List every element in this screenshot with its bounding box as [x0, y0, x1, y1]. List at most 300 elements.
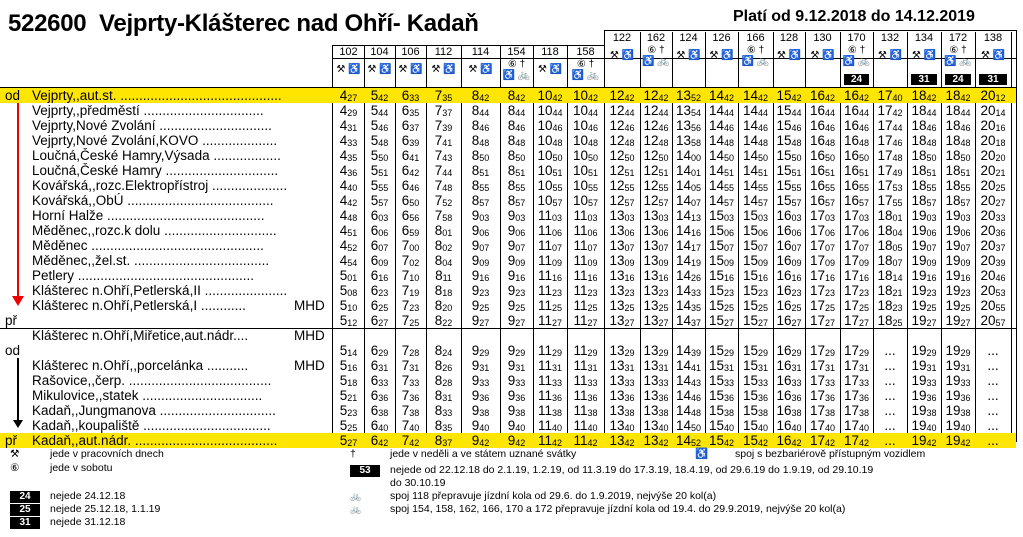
- departure-time: $13_{33}$: [609, 373, 635, 388]
- legend-31-text: nejede 31.12.18: [50, 516, 126, 528]
- departure-time: $14_{19}$: [675, 253, 702, 268]
- departure-time: $7_{48}$: [434, 178, 453, 193]
- departure-time: $9_{09}$: [471, 253, 490, 268]
- departure-time: $5_{46}$: [370, 118, 389, 133]
- station-name: Petlery ...............................................: [32, 268, 255, 283]
- departure-time: $19_{36}$: [945, 388, 971, 403]
- departure-time: $19_{09}$: [911, 253, 937, 268]
- departure-time: $19_{42}$: [911, 433, 937, 448]
- departure-time: $4_{29}$: [339, 103, 358, 118]
- departure-time: $6_{16}$: [370, 268, 389, 283]
- departure-time: $17_{44}$: [877, 118, 903, 133]
- departure-time: $8_{57}$: [507, 193, 526, 208]
- train-number-124: 124: [679, 32, 698, 44]
- train-118-service-icons: ⚒ ♿: [537, 64, 563, 75]
- departure-time: $19_{25}$: [945, 298, 971, 313]
- legend-cross: [350, 448, 576, 460]
- badge-25: 25: [10, 504, 40, 516]
- departure-time: $9_{07}$: [471, 238, 490, 253]
- six-icon: ⑥: [10, 462, 20, 474]
- train-number-106: 106: [401, 46, 420, 58]
- departure-time: $16_{50}$: [809, 148, 836, 163]
- departure-time: $16_{57}$: [809, 193, 836, 208]
- departure-time: $19_{06}$: [911, 223, 937, 238]
- legend-six-text: jede v sobotu: [50, 462, 113, 474]
- departure-time: $16_{03}$: [776, 208, 802, 223]
- departure-time: $16_{42}$: [809, 88, 836, 103]
- departure-time: $18_{44}$: [911, 103, 937, 118]
- departure-time: $8_{04}$: [434, 253, 453, 268]
- departure-time: $13_{03}$: [609, 208, 635, 223]
- departure-time: $17_{40}$: [877, 88, 903, 103]
- departure-time: $11_{16}$: [573, 268, 598, 283]
- departure-time: $13_{03}$: [643, 208, 669, 223]
- departure-time: $8_{42}$: [507, 88, 526, 103]
- departure-time: $18_{21}$: [877, 283, 903, 298]
- departure-time: $4_{31}$: [339, 118, 358, 133]
- departure-time: $17_{16}$: [843, 268, 870, 283]
- departure-time: $16_{50}$: [843, 148, 870, 163]
- departure-time: $14_{05}$: [675, 178, 702, 193]
- departure-time: $13_{06}$: [643, 223, 669, 238]
- departure-time: $9_{38}$: [507, 403, 526, 418]
- departure-time: $11_{27}$: [537, 313, 563, 328]
- departure-time: $19_{06}$: [945, 223, 971, 238]
- departure-time: $5_{27}$: [339, 433, 358, 448]
- departure-time: $19_{40}$: [945, 418, 971, 433]
- departure-time: $11_{42}$: [573, 433, 598, 448]
- station-name: Vejprty,,aut.st. ...........................................: [32, 88, 282, 103]
- departure-time: $6_{09}$: [370, 253, 389, 268]
- departure-time: $6_{36}$: [370, 388, 389, 403]
- departure-time: $9_{27}$: [507, 313, 526, 328]
- departure-time: $15_{36}$: [742, 388, 769, 403]
- train-number-154: 154: [507, 46, 526, 58]
- train-170-days-icons: ⑥ †: [847, 45, 866, 56]
- legend-cross-text: jede v neděli a ve státem uznané svátky: [390, 448, 577, 460]
- train-166-service-icons: ♿ 🚲: [741, 56, 770, 67]
- departure-time: $14_{35}$: [675, 298, 702, 313]
- train-number-162: 162: [646, 32, 666, 44]
- departure-time: $19_{38}$: [911, 403, 937, 418]
- departure-time: $9_{31}$: [507, 358, 526, 373]
- departure-time: $11_{29}$: [573, 343, 598, 358]
- departure-time: ...: [987, 388, 999, 403]
- departure-time: ...: [987, 403, 999, 418]
- departure-time: $12_{42}$: [609, 88, 635, 103]
- departure-time: $9_{40}$: [507, 418, 526, 433]
- departure-time: $14_{50}$: [708, 148, 735, 163]
- departure-time: $17_{40}$: [809, 418, 836, 433]
- departure-time: $7_{02}$: [401, 253, 420, 268]
- departure-time: $14_{26}$: [675, 268, 702, 283]
- departure-time: $20_{27}$: [980, 193, 1006, 208]
- departure-time: $15_{25}$: [742, 298, 769, 313]
- departure-time: $5_{55}$: [370, 178, 389, 193]
- departure-time: $15_{07}$: [742, 238, 769, 253]
- departure-time: $9_{16}$: [471, 268, 490, 283]
- departure-time: $13_{25}$: [643, 298, 669, 313]
- station-name: Klášterec n.Ohří,Petlerská,II ......................: [32, 283, 288, 298]
- departure-time: $14_{01}$: [675, 163, 702, 178]
- departure-time: $20_{57}$: [980, 313, 1006, 328]
- station-name: Klášterec n.Ohří,Petlerská,I ............: [32, 298, 246, 313]
- departure-time: $17_{25}$: [809, 298, 836, 313]
- departure-time: $9_{33}$: [471, 373, 490, 388]
- departure-time: $18_{14}$: [877, 268, 903, 283]
- departure-time: $7_{33}$: [401, 373, 420, 388]
- departure-time: $10_{46}$: [572, 118, 599, 133]
- departure-time: $11_{33}$: [537, 373, 563, 388]
- departure-time: $15_{33}$: [708, 373, 735, 388]
- departure-time: ...: [884, 433, 896, 448]
- departure-time: $9_{29}$: [471, 343, 490, 358]
- departure-time: $16_{09}$: [776, 253, 802, 268]
- departure-time: $19_{16}$: [911, 268, 937, 283]
- departure-time: ...: [884, 343, 896, 358]
- departure-time: $8_{31}$: [434, 388, 453, 403]
- departure-time: $20_{14}$: [980, 103, 1006, 118]
- departure-time: $8_{42}$: [471, 88, 490, 103]
- hammer-icon: ⚒: [10, 448, 20, 460]
- train-154-days-icons: ⑥ †: [507, 59, 526, 70]
- departure-time: $16_{27}$: [776, 313, 802, 328]
- departure-time: $12_{50}$: [643, 148, 669, 163]
- departure-time: $18_{44}$: [945, 103, 971, 118]
- legend-hammer-text: jede v pracovních dnech: [50, 448, 164, 460]
- departure-time: $17_{42}$: [843, 433, 870, 448]
- line-number: 522600: [8, 10, 87, 37]
- departure-time: $19_{38}$: [945, 403, 971, 418]
- departure-time: $20_{37}$: [980, 238, 1006, 253]
- departure-time: $8_{55}$: [471, 178, 490, 193]
- departure-time: $16_{36}$: [776, 388, 802, 403]
- departure-time: $11_{40}$: [537, 418, 563, 433]
- departure-time: $13_{36}$: [643, 388, 669, 403]
- departure-time: $20_{16}$: [980, 118, 1006, 133]
- departure-time: $16_{48}$: [843, 133, 870, 148]
- departure-time: $11_{23}$: [537, 283, 563, 298]
- departure-time: $17_{48}$: [877, 148, 903, 163]
- departure-time: $12_{57}$: [643, 193, 669, 208]
- bike-icon: 🚲: [350, 504, 362, 514]
- departure-time: $10_{42}$: [572, 88, 599, 103]
- departure-time: $12_{57}$: [609, 193, 635, 208]
- departure-time: $20_{36}$: [980, 223, 1006, 238]
- departure-time: $11_{27}$: [573, 313, 598, 328]
- departure-time: $15_{23}$: [708, 283, 735, 298]
- departure-time: $12_{55}$: [643, 178, 669, 193]
- departure-time: $15_{06}$: [742, 223, 769, 238]
- departure-time: $5_{44}$: [370, 103, 389, 118]
- train-130-service-icons: ⚒ ♿: [810, 50, 835, 61]
- departure-time: $10_{51}$: [572, 163, 599, 178]
- departure-time: ...: [884, 358, 896, 373]
- departure-time: $17_{33}$: [843, 373, 870, 388]
- departure-time: $7_{52}$: [434, 193, 453, 208]
- cross-icon: †: [350, 448, 356, 460]
- train-number-104: 104: [370, 46, 389, 58]
- departure-time: $15_{48}$: [776, 133, 802, 148]
- departure-time: $9_{36}$: [471, 388, 490, 403]
- departure-time: $14_{33}$: [675, 283, 702, 298]
- departure-time: $14_{46}$: [742, 118, 769, 133]
- departure-time: $11_{38}$: [537, 403, 563, 418]
- departure-time: $12_{50}$: [609, 148, 635, 163]
- departure-time: $17_{29}$: [809, 343, 836, 358]
- departure-time: $6_{29}$: [370, 343, 389, 358]
- departure-time: $8_{18}$: [434, 283, 453, 298]
- departure-time: $11_{06}$: [537, 223, 563, 238]
- departure-time: $13_{27}$: [609, 313, 635, 328]
- departure-time: $11_{16}$: [537, 268, 563, 283]
- departure-time: $18_{05}$: [877, 238, 903, 253]
- train-138-service-icons: ⚒ ♿: [980, 50, 1006, 61]
- departure-time: $8_{22}$: [434, 313, 453, 328]
- departure-time: $15_{29}$: [708, 343, 735, 358]
- departure-time: $13_{52}$: [675, 88, 702, 103]
- departure-time: $13_{42}$: [609, 433, 635, 448]
- train-number-128: 128: [779, 32, 799, 44]
- departure-time: $19_{07}$: [945, 238, 971, 253]
- departure-time: $6_{40}$: [370, 418, 389, 433]
- departure-time: $13_{38}$: [609, 403, 635, 418]
- departure-time: $13_{42}$: [643, 433, 669, 448]
- arrow-head-red-icon: [12, 296, 24, 306]
- departure-time: $4_{51}$: [339, 223, 358, 238]
- departure-time: ...: [987, 373, 999, 388]
- departure-time: $16_{23}$: [776, 283, 802, 298]
- departure-time: $16_{06}$: [776, 223, 802, 238]
- departure-time: $13_{07}$: [643, 238, 669, 253]
- departure-time: $10_{50}$: [572, 148, 599, 163]
- station-name: Klášterec n.Ohří,Miřetice,aut.nádr....: [32, 328, 249, 343]
- departure-time: $9_{40}$: [471, 418, 490, 433]
- departure-time: $4_{40}$: [339, 178, 358, 193]
- departure-time: $14_{42}$: [708, 88, 735, 103]
- departure-time: $16_{40}$: [776, 418, 802, 433]
- departure-time: $7_{37}$: [434, 103, 453, 118]
- departure-time: $17_{53}$: [877, 178, 903, 193]
- departure-time: $8_{50}$: [471, 148, 490, 163]
- departure-time: $15_{31}$: [708, 358, 735, 373]
- departure-time: $5_{14}$: [339, 343, 358, 358]
- train-162-days-icons: ⑥ †: [647, 45, 665, 56]
- departure-time: $20_{33}$: [980, 208, 1006, 223]
- departure-time: $16_{46}$: [809, 118, 836, 133]
- departure-time: $7_{39}$: [434, 118, 453, 133]
- departure-time: $14_{43}$: [675, 373, 702, 388]
- train-122-service-icons: ⚒ ♿: [609, 50, 635, 61]
- header-border-top-right: [604, 30, 1016, 31]
- departure-time: $15_{06}$: [708, 223, 735, 238]
- departure-time: $15_{42}$: [742, 433, 769, 448]
- departure-time: $9_{06}$: [471, 223, 490, 238]
- departure-time: ...: [987, 433, 999, 448]
- departure-time: $5_{48}$: [370, 133, 389, 148]
- departure-time: $7_{43}$: [434, 148, 453, 163]
- departure-time: $20_{12}$: [980, 88, 1006, 103]
- departure-time: $15_{40}$: [708, 418, 735, 433]
- departure-time: $9_{27}$: [471, 313, 490, 328]
- departure-time: $15_{16}$: [742, 268, 769, 283]
- departure-time: $12_{46}$: [609, 118, 635, 133]
- departure-time: $17_{36}$: [843, 388, 870, 403]
- train-172-exception-badge: 24: [945, 74, 971, 85]
- departure-time: $15_{40}$: [742, 418, 769, 433]
- departure-time: $9_{36}$: [507, 388, 526, 403]
- departure-time: $18_{50}$: [911, 148, 937, 163]
- departure-time: $15_{09}$: [708, 253, 735, 268]
- departure-time: $14_{42}$: [742, 88, 769, 103]
- departure-time: $13_{06}$: [609, 223, 635, 238]
- departure-time: $13_{58}$: [675, 133, 702, 148]
- departure-time: $15_{51}$: [776, 163, 802, 178]
- departure-time: $9_{33}$: [507, 373, 526, 388]
- departure-time: $13_{25}$: [609, 298, 635, 313]
- departure-time: $12_{51}$: [643, 163, 669, 178]
- departure-time: $5_{42}$: [370, 88, 389, 103]
- departure-time: $16_{44}$: [809, 103, 836, 118]
- departure-time: $12_{48}$: [609, 133, 635, 148]
- departure-time: $14_{07}$: [675, 193, 702, 208]
- departure-time: $11_{03}$: [573, 208, 598, 223]
- departure-time: $17_{42}$: [877, 103, 903, 118]
- departure-time: $19_{31}$: [945, 358, 971, 373]
- departure-time: $17_{03}$: [809, 208, 836, 223]
- departure-time: $8_{28}$: [434, 373, 453, 388]
- train-170-exception-badge: 24: [844, 74, 869, 85]
- departure-time: $5_{51}$: [370, 163, 389, 178]
- departure-time: $8_{37}$: [434, 433, 453, 448]
- departure-time: $7_{25}$: [401, 313, 420, 328]
- departure-time: $5_{08}$: [339, 283, 358, 298]
- departure-time: $12_{44}$: [643, 103, 669, 118]
- departure-time: $17_{31}$: [809, 358, 836, 373]
- train-134-service-icons: ⚒ ♿: [911, 50, 937, 61]
- departure-time: $17_{06}$: [809, 223, 836, 238]
- departure-time: $7_{44}$: [434, 163, 453, 178]
- departure-time: $10_{48}$: [537, 133, 563, 148]
- departure-time: $20_{25}$: [980, 178, 1006, 193]
- departure-time: $14_{48}$: [742, 133, 769, 148]
- departure-time: $17_{23}$: [843, 283, 870, 298]
- departure-time: $14_{46}$: [675, 388, 702, 403]
- departure-time: $13_{54}$: [675, 103, 702, 118]
- departure-time: $4_{52}$: [339, 238, 358, 253]
- departure-time: $17_{23}$: [809, 283, 836, 298]
- departure-time: $15_{42}$: [776, 88, 802, 103]
- departure-time: $19_{31}$: [911, 358, 937, 373]
- departure-time: $18_{48}$: [911, 133, 937, 148]
- train-158-days-icons: ⑥ †: [576, 59, 595, 70]
- departure-time: $8_{20}$: [434, 298, 453, 313]
- station-name: Horní Halže ..........................................: [32, 208, 265, 223]
- departure-time: $17_{09}$: [809, 253, 836, 268]
- departure-time: $7_{10}$: [401, 268, 420, 283]
- departure-time: $13_{31}$: [609, 358, 635, 373]
- departure-time: $6_{42}$: [370, 433, 389, 448]
- departure-time: $13_{36}$: [609, 388, 635, 403]
- train-number-166: 166: [746, 32, 765, 44]
- station-name: Kadaň,,koupaliště ..................................: [32, 418, 271, 433]
- departure-time: $10_{51}$: [537, 163, 563, 178]
- departure-time: $6_{37}$: [401, 118, 420, 133]
- departure-time: $9_{03}$: [507, 208, 526, 223]
- departure-time: $14_{48}$: [708, 133, 735, 148]
- departure-time: $17_{07}$: [809, 238, 836, 253]
- departure-time: $11_{36}$: [573, 388, 598, 403]
- departure-time: $16_{25}$: [776, 298, 802, 313]
- departure-time: $9_{38}$: [471, 403, 490, 418]
- station-name: Kadaň,,Jungmanova ...............................: [32, 403, 276, 418]
- departure-time: $8_{26}$: [434, 358, 453, 373]
- train-124-service-icons: ⚒ ♿: [676, 50, 701, 61]
- departure-time: $14_{50}$: [742, 148, 769, 163]
- departure-time: $14_{00}$: [675, 148, 702, 163]
- departure-time: $13_{38}$: [643, 403, 669, 418]
- departure-time: $9_{09}$: [507, 253, 526, 268]
- departure-time: $16_{51}$: [843, 163, 870, 178]
- departure-time: $6_{25}$: [370, 298, 389, 313]
- stop-mode-label: př: [5, 433, 18, 448]
- departure-time: $15_{27}$: [742, 313, 769, 328]
- departure-time: $15_{36}$: [708, 388, 735, 403]
- legend-24-text: nejede 24.12.18: [50, 490, 126, 502]
- departure-time: $8_{35}$: [434, 418, 453, 433]
- departure-time: $10_{57}$: [572, 193, 599, 208]
- departure-time: $14_{17}$: [675, 238, 702, 253]
- departure-time: ...: [884, 418, 896, 433]
- badge-53: 53: [350, 465, 380, 477]
- departure-time: $4_{42}$: [339, 193, 358, 208]
- departure-time: $5_{12}$: [339, 313, 358, 328]
- departure-time: $9_{03}$: [471, 208, 490, 223]
- departure-time: $19_{03}$: [911, 208, 937, 223]
- departure-time: ...: [884, 403, 896, 418]
- train-number-122: 122: [612, 32, 632, 44]
- departure-time: $15_{50}$: [776, 148, 802, 163]
- departure-time: $6_{59}$: [401, 223, 420, 238]
- departure-time: $15_{09}$: [742, 253, 769, 268]
- legend-hammer: [10, 448, 164, 460]
- right-border: [1016, 30, 1017, 442]
- departure-time: $6_{50}$: [401, 193, 420, 208]
- page-title: [8, 10, 479, 38]
- departure-time: $4_{54}$: [339, 253, 358, 268]
- departure-time: $15_{33}$: [742, 373, 769, 388]
- departure-time: $14_{44}$: [708, 103, 735, 118]
- departure-time: $15_{38}$: [742, 403, 769, 418]
- departure-time: $9_{16}$: [507, 268, 526, 283]
- departure-time: $18_{42}$: [911, 88, 937, 103]
- departure-time: $5_{25}$: [339, 418, 358, 433]
- station-name: Rašovice,,čerp. ......................................: [32, 373, 272, 388]
- train-number-158: 158: [576, 46, 595, 58]
- departure-time: $17_{29}$: [843, 343, 870, 358]
- departure-time: $9_{29}$: [507, 343, 526, 358]
- departure-time: $15_{57}$: [776, 193, 802, 208]
- legend-wheel-text: spoj s bezbariérově přístupným vozidlem: [735, 448, 926, 460]
- legend-bike2: [350, 503, 845, 515]
- departure-time: $11_{03}$: [537, 208, 563, 223]
- departure-time: $17_{16}$: [809, 268, 836, 283]
- departure-time: $16_{46}$: [843, 118, 870, 133]
- station-name: Kadaň,,aut.nádr. ......................................: [32, 433, 278, 448]
- departure-time: $18_{57}$: [911, 193, 937, 208]
- train-number-132: 132: [880, 32, 900, 44]
- departure-time: $9_{25}$: [507, 298, 526, 313]
